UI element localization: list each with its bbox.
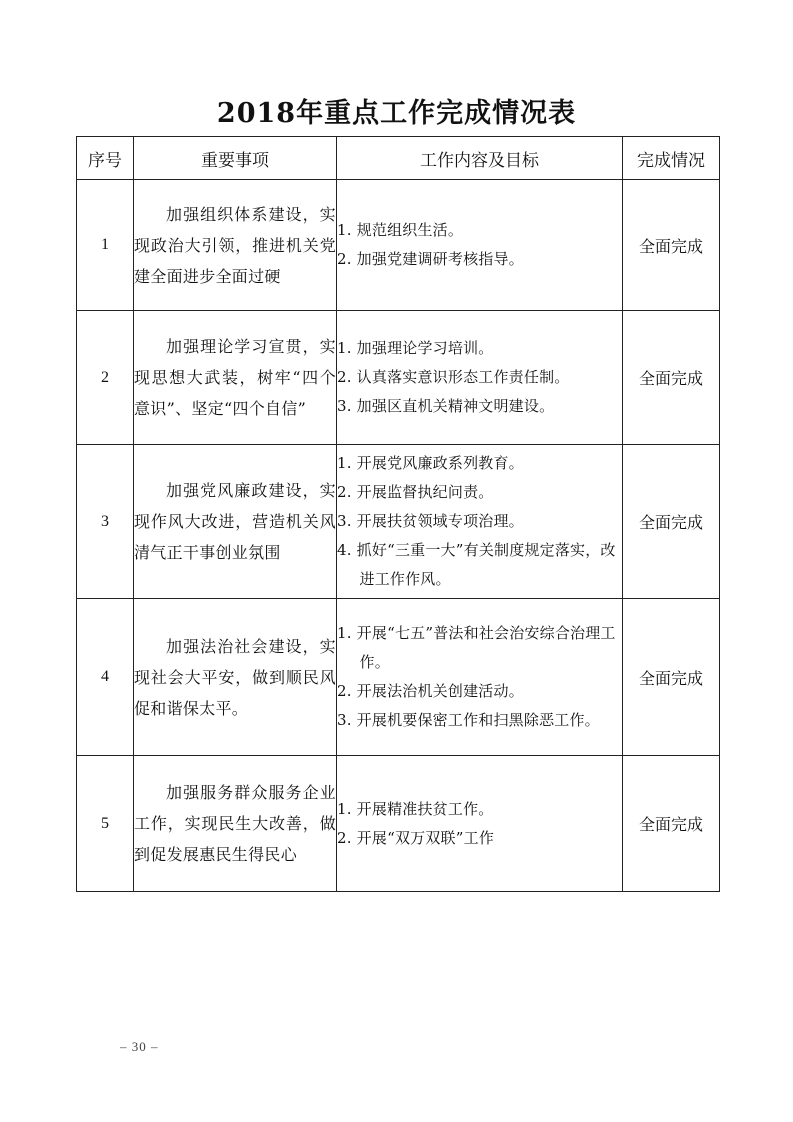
goal-line: 1. 开展党风廉政系列教育。 [337, 454, 524, 472]
goal-line: 1. 开展精准扶贫工作。 [337, 799, 494, 818]
row-number: 4 [77, 599, 134, 756]
header-content-and-goals: 工作内容及目标 [337, 137, 623, 180]
goal-line: 3. 开展扶贫领域专项治理。 [337, 512, 524, 530]
goals-cell [337, 756, 623, 892]
key-item-cell [134, 756, 337, 892]
status-cell: 全面完成 [623, 180, 720, 311]
page-title: 2018年重点工作完成情况表 [216, 98, 577, 129]
goal-line: 3. 加强区直机关精神文明建设。 [337, 397, 555, 415]
goal-line: 1. 开展“七五”普法和社会治安综合治理工作。 [337, 624, 616, 671]
key-item-cell [134, 311, 337, 445]
goal-line: 2. 开展法治机关创建活动。 [337, 682, 524, 700]
row-number: 1 [77, 180, 134, 311]
table-row [77, 445, 720, 599]
goal-line: 1. 加强理论学习培训。 [337, 339, 494, 357]
key-item-cell [134, 180, 337, 311]
key-item-cell [134, 599, 337, 756]
goal-line: 2. 开展监督执纪问责。 [337, 483, 494, 501]
table-row [77, 180, 720, 311]
key-item-cell [134, 445, 337, 599]
table-row [77, 599, 720, 756]
goal-line: 3. 开展机要保密工作和扫黑除恶工作。 [337, 711, 600, 729]
page-number: – 30 – [120, 1039, 159, 1054]
header-key-item: 重要事项 [134, 137, 337, 180]
table-header-row [77, 137, 720, 180]
key-item-text: 加强组织体系建设，实现政治大引领，推进机关党建全面进步全面过硬 [134, 204, 336, 286]
goals-cell [337, 180, 623, 311]
goals-cell [337, 445, 623, 599]
key-item-text: 加强理论学习宣贯，实现思想大武装，树牢“四个意识”、坚定“四个自信” [134, 337, 336, 418]
status-cell: 全面完成 [623, 311, 720, 445]
goals-cell [337, 599, 623, 756]
header-completion-status: 完成情况 [623, 137, 720, 180]
row-number: 3 [77, 445, 134, 599]
row-number: 5 [77, 756, 134, 892]
key-item-text: 加强党风廉政建设，实现作风大改进，营造机关风清气正干事创业氛围 [134, 481, 336, 562]
status-cell: 全面完成 [623, 599, 720, 756]
row-number: 2 [77, 311, 134, 445]
key-item-text: 加强法治社会建设，实现社会大平安，做到顺民风促和谐保太平。 [134, 636, 336, 718]
work-completion-table [76, 136, 720, 892]
key-item-text: 加强服务群众服务企业工作，实现民生大改善，做到促发展惠民生得民心 [134, 783, 336, 864]
table-row [77, 756, 720, 892]
goal-line: 2. 认真落实意识形态工作责任制。 [337, 368, 570, 386]
goal-line: 2. 开展“双万双联”工作 [337, 828, 495, 847]
table-row [77, 311, 720, 445]
header-serial-number: 序号 [77, 137, 134, 180]
goal-line: 2. 加强党建调研考核指导。 [337, 250, 524, 268]
goals-cell [337, 311, 623, 445]
goal-line: 4. 抓好“三重一大”有关制度规定落实，改进工作作风。 [337, 541, 616, 588]
goal-line: 1. 规范组织生活。 [337, 221, 464, 239]
status-cell: 全面完成 [623, 445, 720, 599]
status-cell: 全面完成 [623, 756, 720, 892]
